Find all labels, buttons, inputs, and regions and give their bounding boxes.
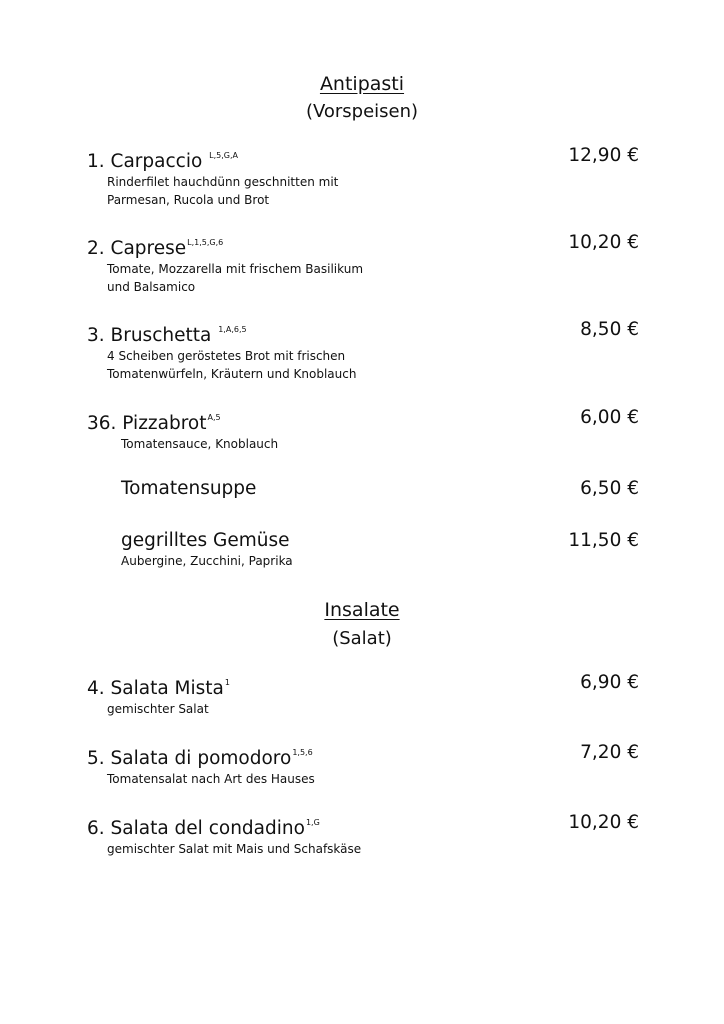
item-description: gemischter Salat mit Mais und Schafskäse xyxy=(107,842,362,856)
item-price: 6,50 € xyxy=(580,478,639,499)
allergens: L,1,5,G,6 xyxy=(187,238,224,247)
item-name: 2. Caprese$^{L,1,5,G,6}$ xyxy=(87,238,224,259)
menu-item-salata-del-condadino xyxy=(87,811,639,859)
item-name: 36. Pizzabrot$^{A,5}$ xyxy=(87,413,221,434)
item-name: 1. Carpaccio $^{L,5,G,A}$ xyxy=(87,151,239,172)
item-description: Tomatensalat nach Art des Hauses xyxy=(107,772,315,786)
allergens: 1,5,6 xyxy=(292,748,313,757)
menu-item-gegrilltes-gemuese xyxy=(121,529,639,571)
allergens: A,5 xyxy=(207,413,221,422)
item-name: 5. Salata di pomodoro$^{1,5,6}$ xyxy=(87,748,313,769)
menu-item-salata-di-pomodoro xyxy=(87,741,639,789)
menu-item-carpaccio xyxy=(87,144,639,209)
section-subtitle-insalate: (Salat) xyxy=(332,628,392,649)
item-description: Rinderfilet hauchdünn geschnitten mit Parmesan, Rucola und Brot xyxy=(107,175,339,207)
item-name: 6. Salata del condadino$^{1,G}$ xyxy=(87,818,320,839)
item-price: 6,90 € xyxy=(580,672,639,693)
item-name: 3. Bruschetta $^{1,A,6,5}$ xyxy=(87,325,247,346)
menu-item-pizzabrot xyxy=(87,406,639,454)
menu-item-caprese xyxy=(87,231,639,296)
menu-item-salata-mista xyxy=(87,671,639,719)
item-price: 10,20 € xyxy=(568,232,639,253)
allergens: 1,A,6,5 xyxy=(218,325,247,334)
section-title-antipasti: Antipasti xyxy=(319,73,405,95)
item-price: 6,00 € xyxy=(580,407,639,428)
item-name: gegrilltes Gemüse xyxy=(121,530,290,551)
allergens: 1,G xyxy=(305,818,320,827)
item-price: 10,20 € xyxy=(568,812,639,833)
allergens: L,5,G,A xyxy=(209,151,239,160)
item-price: 11,50 € xyxy=(568,530,639,551)
item-price: 12,90 € xyxy=(568,145,639,166)
allergens: 1 xyxy=(224,678,230,687)
section-title-insalate: Insalate xyxy=(324,599,400,621)
item-description: 4 Scheiben geröstetes Brot mit frischen Tomatenwürfeln, Kräutern und Knoblauch xyxy=(107,349,357,381)
menu-item-bruschetta xyxy=(87,318,639,383)
item-name: Tomatensuppe xyxy=(121,478,257,499)
section-subtitle-antipasti: (Vorspeisen) xyxy=(305,101,419,122)
item-description: Aubergine, Zucchini, Paprika xyxy=(121,554,293,568)
item-description: Tomatensauce, Knoblauch xyxy=(121,437,279,451)
item-description: Tomate, Mozzarella mit frischem Basilikum und Balsamico xyxy=(107,262,364,294)
item-name: 4. Salata Mista$^1$ xyxy=(87,678,230,699)
menu-item-tomatensuppe xyxy=(121,477,639,501)
item-description: gemischter Salat xyxy=(107,702,209,716)
item-price: 8,50 € xyxy=(580,319,639,340)
item-price: 7,20 € xyxy=(580,742,639,763)
